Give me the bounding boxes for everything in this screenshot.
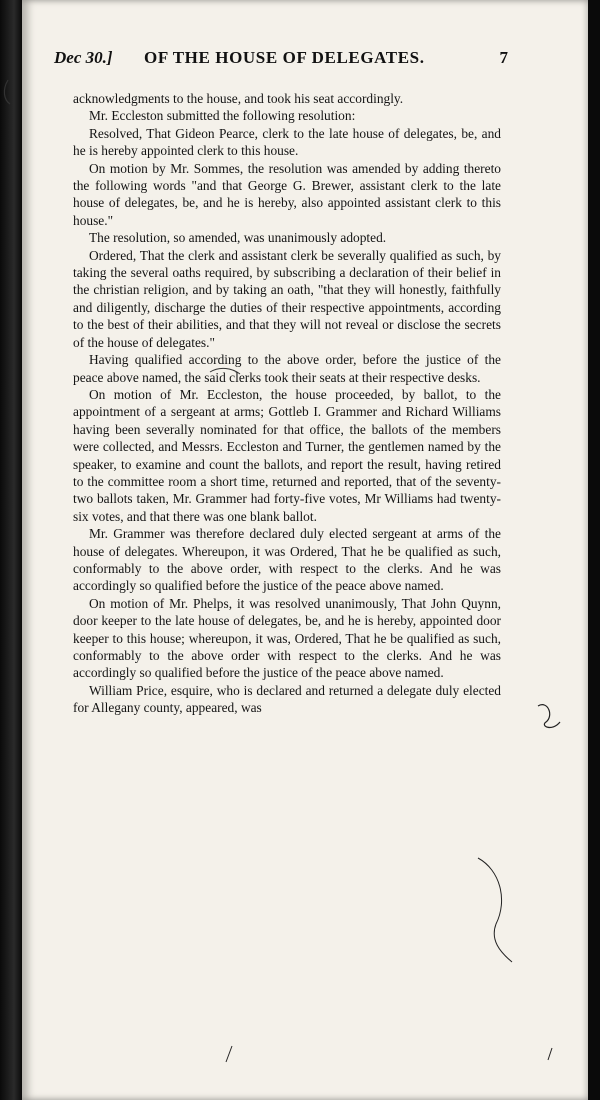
header-date: Dec 30.] bbox=[54, 48, 113, 67]
paragraph: Mr. Grammer was therefore declared duly elected sergeant at arms of the house of delegates. Whereupon, it was Ordered, That he be qualified as such, conformably to the above order, with respect to the clerks. And he was accordingly so qualified before the justice of the peace above named. bbox=[73, 526, 501, 594]
paragraph: Mr. Eccleston submitted the following resolution: bbox=[89, 108, 356, 124]
paragraph: The resolution, so amended, was unanimously adopted. bbox=[89, 230, 387, 246]
paragraph: On motion of Mr. Eccleston, the house proceeded, by ballot, to the appointment of a sergeant at arms; Gottleb I. Grammer and Richard Williams having been severally nominated for that office, the ballots of the members were collected, and Messrs. Eccleston and Turner, the gentlemen named by the speaker, to examine and count the ballots, and report the result, having retired to the committee room a short time, returned and reported, that of the seventy-two ballots taken, Mr. Grammer had forty-five votes, Mr Williams had twenty-six votes, and that there was one blank ballot. bbox=[73, 386, 501, 524]
paragraph: On motion of Mr. Phelps, it was resolved unanimously, That John Quynn, door keeper to the late house of delegates, be, and he is hereby, appointed door keeper to this house; whereupon, it was, Ordered, That he be qualified as such, conformably to the above order with respect to the clerks. And he was accordingly so qualified before the justice of the peace above named. bbox=[73, 595, 501, 681]
paragraph: Resolved, That Gideon Pearce, clerk to the late house of delegates, be, and he is hereby appointed clerk to this house. bbox=[73, 125, 501, 159]
body-text bbox=[73, 90, 501, 717]
running-header bbox=[54, 48, 508, 74]
paragraph: William Price, esquire, who is declared and returned a delegate duly elected for Allegany county, appeared, was bbox=[73, 682, 501, 716]
paragraph-continuation: acknowledgments to the house, and took his seat accordingly. bbox=[73, 91, 404, 106]
paragraph: Having qualified according to the above order, before the justice of the peace above named, the said clerks took their seats at their respective desks. bbox=[73, 352, 501, 385]
book-gutter bbox=[0, 0, 22, 1100]
paragraph: Ordered, That the clerk and assistant clerk be severally qualified as such, by taking the several oaths required, by subscribing a declaration of their belief in the christian religion, and by taking an oath, "that they will honestly, faithfully and diligently, discharge the duties of their respective appointments, according to the best of their abilities, and that they will not reveal or disclose the secrets of the house of delegates." bbox=[73, 247, 501, 350]
page-number: 7 bbox=[499, 48, 508, 67]
paragraph: On motion by Mr. Sommes, the resolution was amended by adding thereto the following words "and that George G. Brewer, assistant clerk to the late house of delegates, be, and he is hereby, also appointed assistant clerk to this house." bbox=[73, 160, 501, 228]
page-right-edge bbox=[588, 0, 600, 1100]
header-title: OF THE HOUSE OF DELEGATES. bbox=[144, 48, 425, 67]
